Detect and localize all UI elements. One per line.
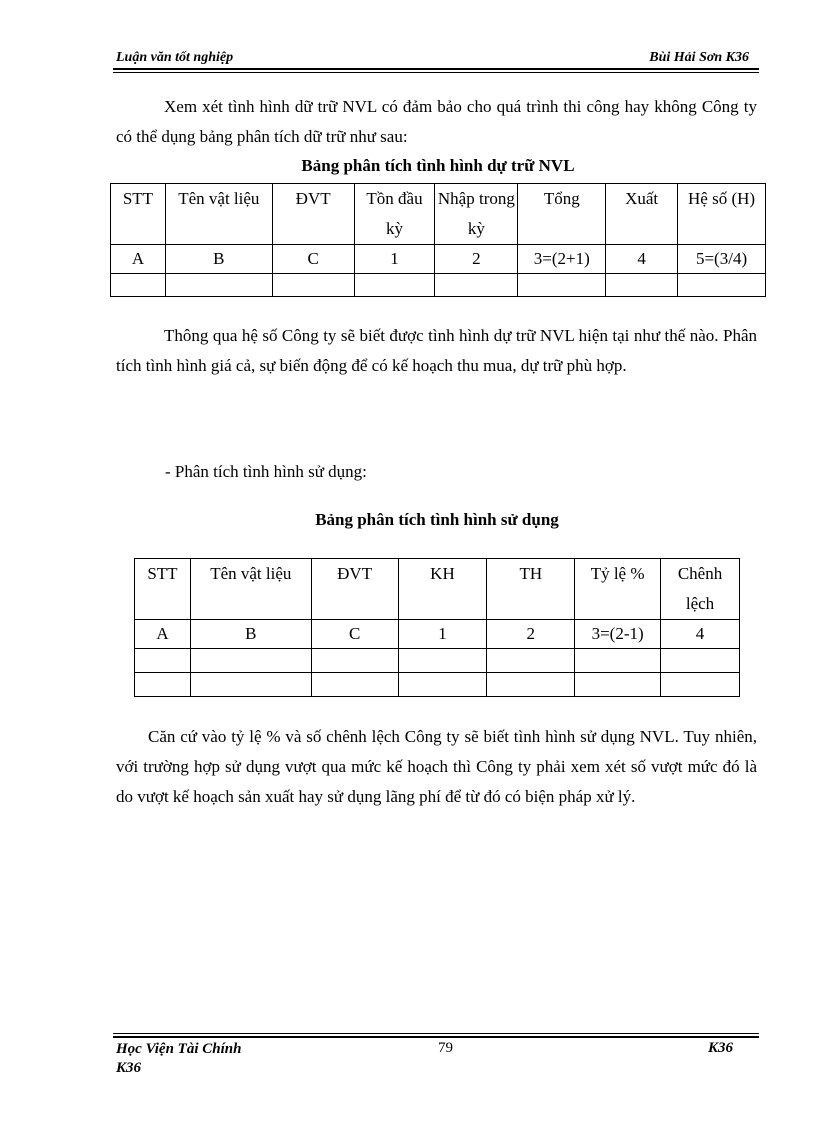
header-rule-thick: [113, 68, 759, 70]
footer-rule-thin: [113, 1033, 759, 1034]
footer-class: K36: [116, 1060, 142, 1076]
table-cell: 3=(2+1): [518, 245, 606, 274]
table-cell: [311, 649, 398, 673]
footer-right-label: K36: [708, 1040, 734, 1056]
header-thesis-label: Luận văn tốt nghiệp: [116, 50, 234, 65]
page-number: 79: [438, 1040, 453, 1056]
table-cell: [661, 649, 740, 673]
header-cell: Chênh lệch: [661, 559, 740, 620]
table-row: [111, 245, 766, 274]
reserve-analysis-table: [110, 183, 766, 297]
table-cell: A: [135, 620, 191, 649]
header-author: Bùi Hải Sơn K36: [649, 50, 749, 65]
table-cell: [165, 274, 272, 297]
usage-analysis-table: [134, 558, 740, 697]
table-cell: 3=(2-1): [575, 620, 661, 649]
header-cell: STT: [111, 184, 166, 245]
table-cell: [606, 274, 678, 297]
table-cell: [311, 673, 398, 697]
header-rule-thin: [113, 72, 759, 73]
table-cell: 1: [398, 620, 487, 649]
header-cell: Tỷ lệ %: [575, 559, 661, 620]
table-cell: [354, 274, 435, 297]
table-cell: 2: [435, 245, 518, 274]
header-cell: Tổng: [518, 184, 606, 245]
header-cell: Tồn đầu kỳ: [354, 184, 435, 245]
header-cell: KH: [398, 559, 487, 620]
footer-institution-name: Học Viện Tài Chính: [116, 1041, 242, 1057]
table-cell: [518, 274, 606, 297]
table-row-empty: [135, 673, 740, 697]
table-row-empty: [111, 274, 766, 297]
table-cell: B: [165, 245, 272, 274]
table-cell: A: [111, 245, 166, 274]
table-cell: [190, 673, 311, 697]
header-cell: ĐVT: [272, 184, 354, 245]
paragraph-intro: Xem xét tình hình dữ trữ NVL có đảm bảo cho quá trình thi công hay không Công ty có thể dụng bảng phân tích dữ trữ như sau:: [116, 97, 757, 146]
table-cell: [487, 649, 575, 673]
table-cell: 4: [661, 620, 740, 649]
header-cell: STT: [135, 559, 191, 620]
table-cell: [111, 274, 166, 297]
table-cell: 4: [606, 245, 678, 274]
table-cell: [272, 274, 354, 297]
paragraph-conclusion: Căn cứ vào tỷ lệ % và số chênh lệch Công ty sẽ biết tình hình sử dụng NVL. Tuy nhiên, với trường hợp sử dụng vượt qua mức kế hoạch thì Công ty phải xem xét số vượt mức đó là do vượt kế hoạch sản xuất hay sử dụng lãng phí để từ đó có biện pháp xử lý.: [116, 727, 757, 806]
table-cell: [435, 274, 518, 297]
paragraph-coefficient: Thông qua hệ số Công ty sẽ biết được tình hình dự trữ NVL hiện tại như thế nào. Phân tích tình hình giá cả, sự biến động để có kế hoạch thu mua, dự trữ phù hợp.: [116, 326, 757, 375]
footer-institution: [116, 1040, 241, 1078]
table-row-empty: [135, 649, 740, 673]
table-cell: 2: [487, 620, 575, 649]
table-cell: [575, 673, 661, 697]
header-cell: Tên vật liệu: [165, 184, 272, 245]
header-cell: Hệ số (H): [678, 184, 766, 245]
header-cell: TH: [487, 559, 575, 620]
table-cell: [487, 673, 575, 697]
table-row: [135, 620, 740, 649]
table-cell: 1: [354, 245, 435, 274]
table-header-row: [111, 184, 766, 245]
table-cell: [678, 274, 766, 297]
table-cell: [398, 649, 487, 673]
page-header: [113, 50, 759, 70]
table2-title: Bảng phân tích tình hình sử dụng: [315, 510, 559, 529]
table-cell: [575, 649, 661, 673]
table-cell: [135, 649, 191, 673]
table-cell: 5=(3/4): [678, 245, 766, 274]
section-subheading: - Phân tích tình hình sử dụng:: [165, 462, 367, 481]
table-cell: [135, 673, 191, 697]
header-cell: Tên vật liệu: [190, 559, 311, 620]
table-header-row: [135, 559, 740, 620]
table-cell: [190, 649, 311, 673]
table-cell: C: [311, 620, 398, 649]
header-cell: Xuất: [606, 184, 678, 245]
table1-title: Bảng phân tích tình hình dự trữ NVL: [301, 156, 575, 175]
header-cell: ĐVT: [311, 559, 398, 620]
footer-rule-thick: [113, 1036, 759, 1038]
table-cell: C: [272, 245, 354, 274]
table-cell: [661, 673, 740, 697]
table-cell: [398, 673, 487, 697]
table-cell: B: [190, 620, 311, 649]
header-cell: Nhập trong kỳ: [435, 184, 518, 245]
